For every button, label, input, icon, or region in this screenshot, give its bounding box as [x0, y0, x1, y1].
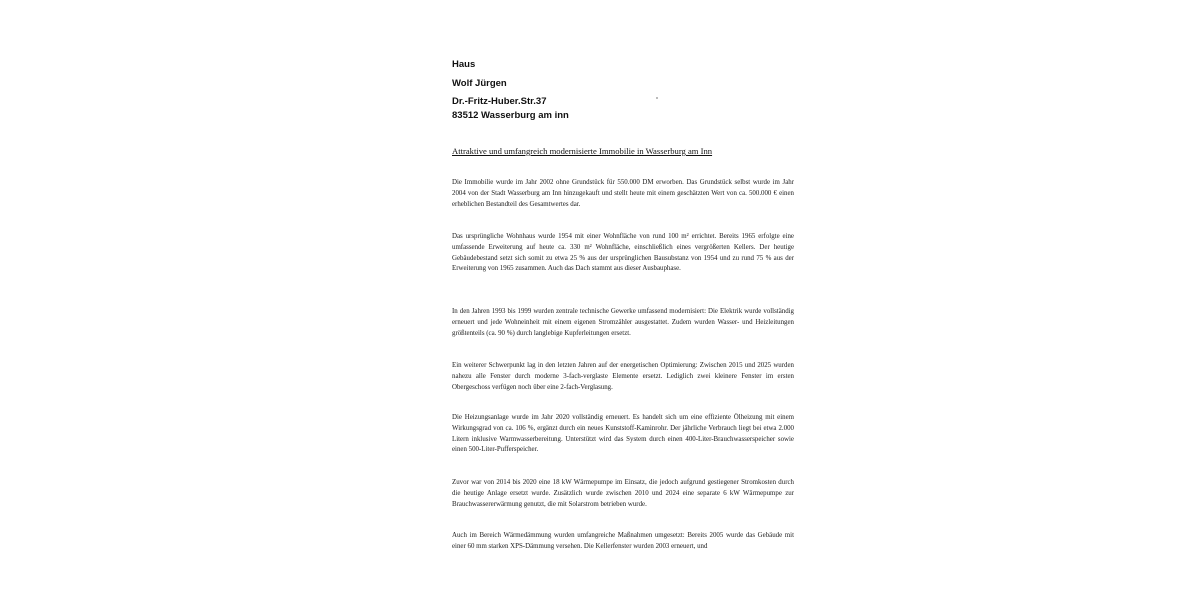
paragraph-purchase: Die Immobilie wurde im Jahr 2002 ohne Grundstück für 550.000 DM erworben. Das Grundstück selbst wurde im Jahr 2004 von der Stadt Wasserburg am Inn hinzugekauft und stellt heute mit einem geschätzten Wert von ca. 500.000 € einen erheblichen Bestandteil des Gesamtwertes dar. [452, 179, 794, 208]
subject-line: Attraktive und umfangreich modernisierte Immobilie in Wasserburg am Inn [452, 146, 713, 156]
sender-city: 83512 Wasserburg am inn [452, 110, 569, 121]
paragraph-technical-modernization: In den Jahren 1993 bis 1999 wurden zentrale technische Gewerke umfassend modernisiert: Die Elektrik wurde vollständig erneuert und jede Wohneinheit mit einem eigenen Stromzähler ausgestattet. Zudem wurden Wasser- und Heizleitungen größtenteils (ca. 90 %) durch langlebige Kupferleitungen ersetzt. [452, 308, 794, 337]
sender-street: Dr.-Fritz-Huber.Str.37 [452, 96, 547, 107]
paragraph-heating: Die Heizungsanlage wurde im Jahr 2020 vollständig erneuert. Es handelt sich um eine effiziente Ölheizung mit einem Wirkungsgrad von ca. 106 %, ergänzt durch ein neues Kunststoff-Kaminrohr. Der jährliche Verbrauch liegt bei etwa 2.000 Litern inklusive Warmwasserbereitung. Unterstützt wird das System durch einen 400-Liter-Brauchwasserspeicher sowie einen 500-Liter-Pufferspeicher. [452, 414, 794, 454]
paragraph-building-history: Das ursprüngliche Wohnhaus wurde 1954 mit einer Wohnfläche von rund 100 m² errichtet. Bereits 1965 erfolgte eine umfassende Erweiterung auf heute ca. 330 m² Wohnfläche, einschließlich eines vergrößerten Kellers. Der heutige Gebäudebestand setzt sich somit zu etwa 25 % aus der ursprünglichen Bausubstanz von 1954 und zu rund 75 % aus der Erweiterung von 1965 zusammen. Auch das Dach stammt aus dieser Ausbauphase. [452, 233, 794, 273]
paragraph-insulation: Auch im Bereich Wärmedämmung wurden umfangreiche Maßnahmen umgesetzt: Bereits 2005 wurde das Gebäude mit einer 60 mm starken XPS-Dämmung versehen. Die Kellerfenster wurden 2003 erneuert, und [452, 532, 794, 550]
sender-name: Wolf Jürgen [452, 78, 507, 89]
paragraph-heat-pump: Zuvor war von 2014 bis 2020 eine 18 kW Wärmepumpe im Einsatz, die jedoch aufgrund gestiegener Stromkosten durch die heutige Anlage ersetzt wurde. Zusätzlich wurde zwischen 2010 und 2024 eine separate 6 kW Wärmepumpe zur Brauchwassererwärmung genutzt, die mit Solarstrom betrieben wurde. [452, 479, 794, 508]
scan-speck [656, 97, 658, 99]
paragraph-windows: Ein weiterer Schwerpunkt lag in den letzten Jahren auf der energetischen Optimierung: Zwischen 2015 und 2025 wurden nahezu alle Fenster durch moderne 3-fach-verglaste Elemente ersetzt. Lediglich zwei kleinere Fenster im ersten Obergeschoss verfügen noch über eine 2-fach-Verglasung. [452, 362, 794, 391]
sender-line-1: Haus [452, 59, 476, 70]
